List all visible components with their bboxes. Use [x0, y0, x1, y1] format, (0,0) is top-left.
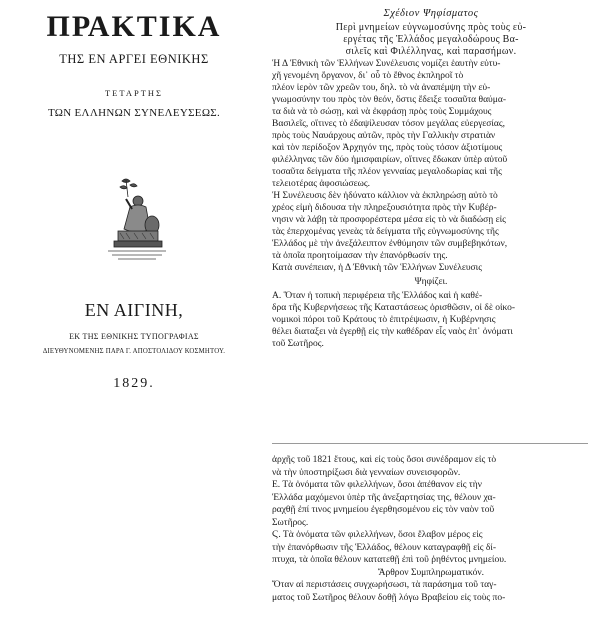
text-line: Ψηφίζει. [414, 277, 448, 287]
title-page [0, 0, 268, 620]
text-line: τοσαῦτα δείγματα τῆς πλέον γενναίας μεγαλοδωρίας καὶ τῆς [272, 167, 502, 177]
imprint-year: 1829. [113, 376, 155, 391]
text-line: Σωτῆρος. [272, 517, 309, 528]
text-line: πρὸς τοὺς Ναυάρχους αὐτῶν, πρὸς τὴν Γαλλικὴν στρατιὰν [272, 131, 496, 141]
text-line: Ε. Τὰ ὀνόματα τῶν φιλελλήνων, ὅσοι ἀπέθανον εἰς τὴν [272, 480, 482, 490]
text-line: τα διὰ νὰ τὸ σώσῃ, καὶ νὰ ἐκφράσῃ πρὸς τοὺς Συμμάχους [272, 107, 492, 117]
imprint-director: ΔΙΕΥΘΥΝΟΜΕΝΗΣ ΠΑΡΑ Γ. ΑΠΟΣΤΟΛΙΔΟΥ ΚΟΣΜΗΤΟΥ. [42, 348, 226, 355]
imprint-place: ΕΝ ΑΙΓΙΝΗ, [84, 300, 184, 320]
text-line: Ὅταν αἱ περιστάσεις συγχωρήσωσι, τὰ παράσημα τοῦ ταγ- [272, 580, 497, 590]
text-line: Ἡ Δ Ἐθνικὴ τῶν Ἑλλήνων Συνέλευσις νομίζει ἑαυτὴν εὐτυ- [272, 59, 501, 69]
text-line: Ἑλλάδα μαχόμενοι ὑπὲρ τῆς ἀνεξαρτησίας της, θέλουν χα- [272, 492, 496, 503]
text-line: Ἡ Συνέλευσις δὲν ἠδύνατο κάλλιον νὰ ἐκπληρώσῃ αὐτὸ τὸ [272, 191, 498, 201]
text-line: γνωμοσύνην του πρὸς τὸν θεόν, ὅστις ἔδειξε τοσαῦτα θαύμα- [272, 95, 506, 105]
text-line: τὰ ὁποῖα προητοίμασαν τὴν ἐπανόρθωσίν της. [272, 251, 448, 261]
text-line: νησιν νὰ λάβῃ τὰ προσφορέστερα μέσα εἰς τὸ νὰ διαδώσῃ εἰς [272, 215, 506, 225]
text-line: Ἄρθρον Συμπληρωματικόν. [377, 567, 485, 578]
text-line: ἀρχῆς τοῦ 1821 ἔτους, καὶ εἰς τοὺς ὅσοι συνέδραμον εἰς τὸ [272, 455, 497, 465]
text-line: τὰς ἐπερχομένας γενεὰς τὰ δείγματα τῆς εὐγνωμοσύνης τῆς [272, 227, 499, 237]
text-line: Α. Ὅταν ἡ τοπικὴ περιφέρεια τῆς Ἑλλάδος καὶ ἡ καθέ- [272, 291, 483, 301]
seated-figure-vignette [104, 175, 170, 263]
subtitle-line-3: ΤΩΝ ΕΛΛΗΝΩΝ ΣΥΝΕΛΕΥΣΕΩΣ. [47, 107, 221, 119]
text-line: ραχθῇ ἐπί τινος μνημείου ἐγερθησομένου εἰς τὸν ναὸν τοῦ [272, 505, 495, 515]
page-divider [272, 443, 588, 444]
text-page-bottom [272, 454, 590, 620]
text-line: τελειοτέρας ἀφοσιώσεως. [272, 179, 371, 189]
text-line: εργέτας τῆς Ἑλλάδος μεγαλοδώρους Βα- [343, 34, 519, 45]
text-line: Ϛ. Τὰ ὀνόματα τῶν φιλελλήνων, ὅσοι ἔλαβον μέρος εἰς [272, 530, 483, 540]
text-line: Βασιλεῖς, οἵτινες τὸ ἐδαψίλευσαν τόσον μεγάλας εὐεργεσίας, [272, 119, 506, 129]
subtitle-line-2: ΤΕΤΑΡΤΗΣ [104, 88, 164, 98]
imprint-press: ΕΚ ΤΗΣ ΕΘΝΙΚΗΣ ΤΥΠΟΓΡΑΦΙΑΣ [69, 332, 199, 341]
text-line: φιλέλληνας τῶν δύο ἡμισφαιρίων, οἵτινες ἔδωκαν ὑπὲρ αὐτοῦ [272, 155, 508, 165]
text-line: τὴν ἐπανόρθωσιν τῆς Ἑλλάδος, θέλουν καταγραφθῇ εἰς δί- [272, 542, 497, 553]
text-line: πλέον ἱερὸν τῶν χρεῶν του, δηλ. τὸ νὰ ἀναπέμψη τὴν εὐ- [272, 83, 491, 93]
book-title: ΠΡΑΚΤΙΚΑ [46, 10, 222, 43]
text-line: καὶ τὸν περίδοξον Ἀρχηγόν της, πρὸς τοὺς τόσον ἀξιοτίμους [272, 143, 503, 153]
text-line: πτυχα, τὰ ὁποῖα θέλουν κατατεθῇ ἐπὶ τοῦ ῥηθέντος μνημείου. [272, 555, 507, 565]
text-line: Ἑλλάδος μὲ τὴν ἀνεξάλειπτον ἐνθύμησιν τῶν συμβεβηκότων, [272, 239, 508, 249]
text-line: χρέος εἰμὴ διδουσα τὴν πληρεξουσιότητα πρὸς τὴν Κυβέρ- [272, 203, 497, 213]
text-line: χῆ γενομένη ὄργανον, δι᾽ οὗ τὸ ἔθνος ἐκπληροῖ τὸ [272, 71, 464, 81]
text-line: Περὶ μνημείων εὐγνωμοσύνης πρὸς τοὺς εὐ- [335, 22, 527, 33]
text-line: τοῦ Σωτῆρος. [272, 339, 324, 349]
text-line: δρα τῆς Κυβερνήσεως τῆς Καταστάσεως ὁρισθῶσιν, οἱ δὲ οἰκο- [272, 303, 516, 313]
text-line: ματος τοῦ Σωτῆρος θέλουν δοθῇ λόγω Βραβείου εἰς τοὺς πο- [272, 592, 506, 603]
text-line: σιλεῖς καὶ Φιλέλληνας, καὶ παρασήμων. [345, 46, 517, 57]
text-page-top [272, 8, 590, 440]
text-line: Κατὰ συνέπειαν, ἡ Δ Ἐθνικὴ τῶν Ἑλλήνων Συνέλευσις [272, 263, 482, 273]
text-line: θέλει διαταξει νὰ ἐγερθῇ εἰς τὴν καθέδραν εἷς ναὸς ἐπ᾽ ὀνόματι [272, 327, 513, 337]
text-line: νὰ τὴν ὑποστηρίξωσι διὰ γενναίων συνεισφορῶν. [272, 467, 461, 478]
text-line: Σχέδιον Ψηφίσματος [383, 8, 479, 19]
subtitle-line-1: ΤΗΣ ΕΝ ΑΡΓΕΙ ΕΘΝΙΚΗΣ [59, 52, 209, 66]
text-line: νομικοὶ πόροι τοῦ Κράτους τὸ ἐπιτρέψωσιν, ἡ Κυβέρνησις [272, 315, 496, 325]
